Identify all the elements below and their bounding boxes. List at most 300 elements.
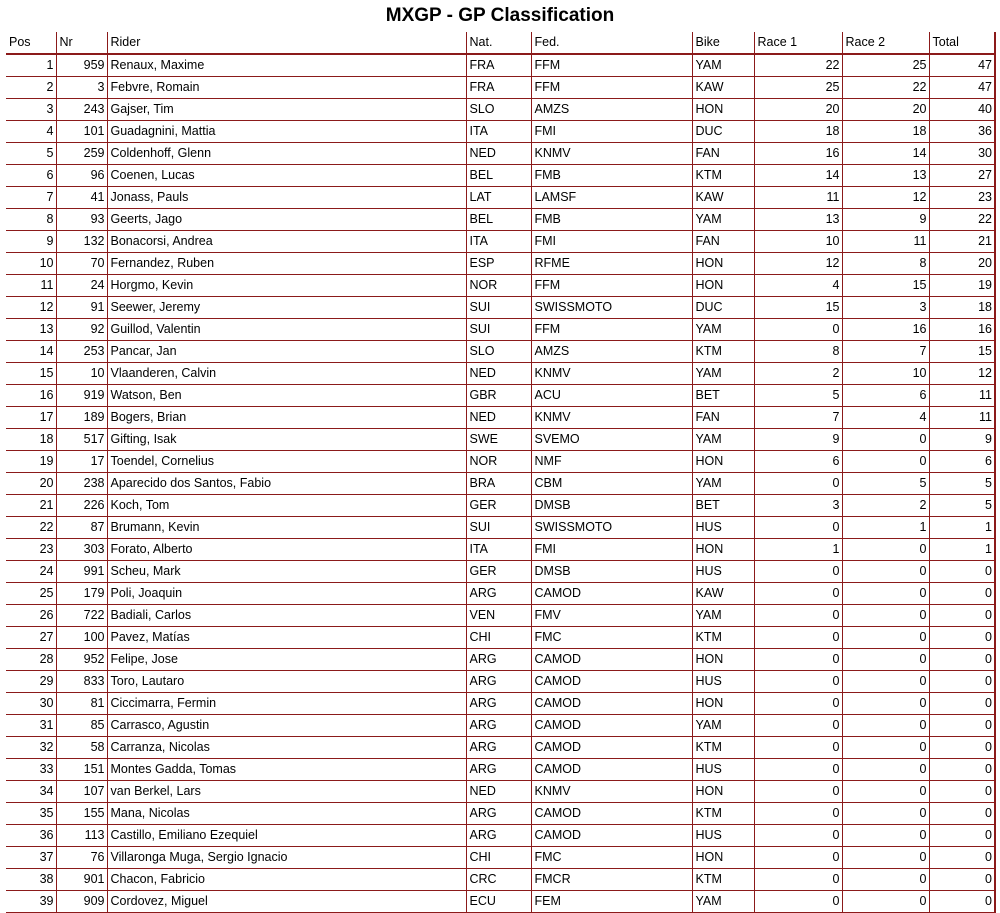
page-title: MXGP - GP Classification	[385, 5, 615, 26]
header-race-2: Race 2	[842, 32, 929, 54]
race-1-cell: 0	[754, 473, 842, 495]
pos-cell: 11	[6, 275, 56, 297]
race-2-cell: 3	[842, 297, 929, 319]
pos-cell: 14	[6, 341, 56, 363]
nat-cell: ARG	[466, 737, 531, 759]
bike-cell: DUC	[692, 121, 754, 143]
rider-cell: Badiali, Carlos	[107, 605, 466, 627]
bike-cell: KTM	[692, 737, 754, 759]
race-2-cell: 0	[842, 781, 929, 803]
pos-cell: 38	[6, 869, 56, 891]
race-1-cell: 14	[754, 165, 842, 187]
pos-cell: 15	[6, 363, 56, 385]
total-cell: 0	[929, 605, 995, 627]
nr-cell: 959	[56, 54, 107, 77]
fed-cell: RFME	[531, 253, 692, 275]
bike-cell: FAN	[692, 407, 754, 429]
race-1-cell: 0	[754, 869, 842, 891]
fed-cell: FMB	[531, 209, 692, 231]
nr-cell: 24	[56, 275, 107, 297]
table-row	[6, 121, 995, 143]
fed-cell: SVEMO	[531, 429, 692, 451]
fed-cell: CAMOD	[531, 803, 692, 825]
table-row	[6, 495, 995, 517]
fed-cell: CAMOD	[531, 671, 692, 693]
rider-cell: Mana, Nicolas	[107, 803, 466, 825]
bike-cell: HON	[692, 253, 754, 275]
race-2-cell: 0	[842, 627, 929, 649]
nr-cell: 722	[56, 605, 107, 627]
nat-cell: ITA	[466, 121, 531, 143]
race-1-cell: 0	[754, 737, 842, 759]
nr-cell: 243	[56, 99, 107, 121]
race-2-cell: 2	[842, 495, 929, 517]
race-1-cell: 0	[754, 583, 842, 605]
rider-cell: Aparecido dos Santos, Fabio	[107, 473, 466, 495]
bike-cell: YAM	[692, 209, 754, 231]
bike-cell: DUC	[692, 297, 754, 319]
pos-cell: 28	[6, 649, 56, 671]
nat-cell: SUI	[466, 517, 531, 539]
nat-cell: ARG	[466, 693, 531, 715]
race-2-cell: 0	[842, 451, 929, 473]
total-cell: 40	[929, 99, 995, 121]
nat-cell: CRC	[466, 869, 531, 891]
bike-cell: KTM	[692, 869, 754, 891]
table-row	[6, 231, 995, 253]
total-cell: 9	[929, 429, 995, 451]
rider-cell: Seewer, Jeremy	[107, 297, 466, 319]
total-cell: 0	[929, 561, 995, 583]
table-row	[6, 209, 995, 231]
bike-cell: FAN	[692, 143, 754, 165]
race-2-cell: 0	[842, 825, 929, 847]
nr-cell: 132	[56, 231, 107, 253]
bike-cell: HON	[692, 451, 754, 473]
total-cell: 47	[929, 54, 995, 77]
race-2-cell: 1	[842, 517, 929, 539]
classification-table	[6, 32, 996, 913]
total-cell: 12	[929, 363, 995, 385]
rider-cell: Febvre, Romain	[107, 77, 466, 99]
fed-cell: FMC	[531, 847, 692, 869]
bike-cell: KAW	[692, 187, 754, 209]
bike-cell: HUS	[692, 759, 754, 781]
table-row	[6, 693, 995, 715]
nr-cell: 179	[56, 583, 107, 605]
fed-cell: CAMOD	[531, 715, 692, 737]
race-1-cell: 0	[754, 517, 842, 539]
total-cell: 19	[929, 275, 995, 297]
rider-cell: Cordovez, Miguel	[107, 891, 466, 913]
table-row	[6, 429, 995, 451]
race-1-cell: 0	[754, 847, 842, 869]
race-1-cell: 0	[754, 561, 842, 583]
pos-cell: 19	[6, 451, 56, 473]
total-cell: 0	[929, 891, 995, 913]
header-nr: Nr	[56, 32, 107, 54]
table-row	[6, 54, 995, 77]
bike-cell: BET	[692, 385, 754, 407]
rider-cell: Villaronga Muga, Sergio Ignacio	[107, 847, 466, 869]
pos-cell: 9	[6, 231, 56, 253]
race-2-cell: 11	[842, 231, 929, 253]
pos-cell: 25	[6, 583, 56, 605]
race-1-cell: 0	[754, 671, 842, 693]
rider-cell: Gajser, Tim	[107, 99, 466, 121]
fed-cell: FEM	[531, 891, 692, 913]
race-1-cell: 3	[754, 495, 842, 517]
pos-cell: 24	[6, 561, 56, 583]
table-row	[6, 143, 995, 165]
table-row	[6, 891, 995, 913]
total-cell: 36	[929, 121, 995, 143]
nat-cell: FRA	[466, 77, 531, 99]
nat-cell: GER	[466, 495, 531, 517]
fed-cell: CBM	[531, 473, 692, 495]
nat-cell: BEL	[466, 209, 531, 231]
total-cell: 0	[929, 583, 995, 605]
header-nat: Nat.	[466, 32, 531, 54]
nat-cell: LAT	[466, 187, 531, 209]
race-1-cell: 4	[754, 275, 842, 297]
table-row	[6, 649, 995, 671]
header-race-1: Race 1	[754, 32, 842, 54]
bike-cell: HUS	[692, 561, 754, 583]
bike-cell: YAM	[692, 891, 754, 913]
bike-cell: KTM	[692, 341, 754, 363]
table-row	[6, 605, 995, 627]
fed-cell: AMZS	[531, 341, 692, 363]
pos-cell: 30	[6, 693, 56, 715]
pos-cell: 31	[6, 715, 56, 737]
total-cell: 11	[929, 385, 995, 407]
header-rider: Rider	[107, 32, 466, 54]
table-row	[6, 715, 995, 737]
race-1-cell: 2	[754, 363, 842, 385]
pos-cell: 18	[6, 429, 56, 451]
nr-cell: 919	[56, 385, 107, 407]
nat-cell: CHI	[466, 627, 531, 649]
fed-cell: FMC	[531, 627, 692, 649]
race-2-cell: 0	[842, 737, 929, 759]
rider-cell: Watson, Ben	[107, 385, 466, 407]
rider-cell: Montes Gadda, Tomas	[107, 759, 466, 781]
table-row	[6, 77, 995, 99]
table-row	[6, 341, 995, 363]
fed-cell: CAMOD	[531, 759, 692, 781]
fed-cell: NMF	[531, 451, 692, 473]
fed-cell: CAMOD	[531, 693, 692, 715]
rider-cell: Brumann, Kevin	[107, 517, 466, 539]
race-2-cell: 22	[842, 77, 929, 99]
pos-cell: 3	[6, 99, 56, 121]
rider-cell: Geerts, Jago	[107, 209, 466, 231]
nat-cell: ITA	[466, 539, 531, 561]
total-cell: 0	[929, 781, 995, 803]
bike-cell: YAM	[692, 473, 754, 495]
pos-cell: 5	[6, 143, 56, 165]
nr-cell: 517	[56, 429, 107, 451]
nat-cell: ARG	[466, 825, 531, 847]
race-1-cell: 16	[754, 143, 842, 165]
table-row	[6, 517, 995, 539]
pos-cell: 16	[6, 385, 56, 407]
table-row	[6, 759, 995, 781]
race-2-cell: 0	[842, 605, 929, 627]
nr-cell: 226	[56, 495, 107, 517]
bike-cell: YAM	[692, 54, 754, 77]
race-1-cell: 22	[754, 54, 842, 77]
rider-cell: Chacon, Fabricio	[107, 869, 466, 891]
rider-cell: Bonacorsi, Andrea	[107, 231, 466, 253]
table-row	[6, 99, 995, 121]
pos-cell: 17	[6, 407, 56, 429]
race-2-cell: 16	[842, 319, 929, 341]
table-row	[6, 781, 995, 803]
nr-cell: 87	[56, 517, 107, 539]
pos-cell: 33	[6, 759, 56, 781]
bike-cell: KAW	[692, 583, 754, 605]
total-cell: 27	[929, 165, 995, 187]
nr-cell: 92	[56, 319, 107, 341]
total-cell: 1	[929, 539, 995, 561]
race-2-cell: 5	[842, 473, 929, 495]
total-cell: 0	[929, 869, 995, 891]
fed-cell: KNMV	[531, 143, 692, 165]
race-1-cell: 0	[754, 627, 842, 649]
nat-cell: NED	[466, 143, 531, 165]
race-2-cell: 0	[842, 429, 929, 451]
fed-cell: DMSB	[531, 561, 692, 583]
fed-cell: KNMV	[531, 781, 692, 803]
nat-cell: BEL	[466, 165, 531, 187]
total-cell: 5	[929, 473, 995, 495]
table-row	[6, 473, 995, 495]
nr-cell: 909	[56, 891, 107, 913]
nat-cell: NED	[466, 363, 531, 385]
race-2-cell: 14	[842, 143, 929, 165]
bike-cell: YAM	[692, 319, 754, 341]
fed-cell: LAMSF	[531, 187, 692, 209]
nr-cell: 3	[56, 77, 107, 99]
nat-cell: SUI	[466, 297, 531, 319]
bike-cell: KTM	[692, 803, 754, 825]
pos-cell: 21	[6, 495, 56, 517]
race-2-cell: 10	[842, 363, 929, 385]
nat-cell: ARG	[466, 803, 531, 825]
bike-cell: FAN	[692, 231, 754, 253]
bike-cell: HUS	[692, 825, 754, 847]
fed-cell: FFM	[531, 319, 692, 341]
total-cell: 16	[929, 319, 995, 341]
fed-cell: SWISSMOTO	[531, 297, 692, 319]
pos-cell: 32	[6, 737, 56, 759]
nr-cell: 991	[56, 561, 107, 583]
rider-cell: Scheu, Mark	[107, 561, 466, 583]
nr-cell: 189	[56, 407, 107, 429]
rider-cell: van Berkel, Lars	[107, 781, 466, 803]
total-cell: 22	[929, 209, 995, 231]
pos-cell: 2	[6, 77, 56, 99]
rider-cell: Poli, Joaquin	[107, 583, 466, 605]
race-2-cell: 0	[842, 539, 929, 561]
fed-cell: FMI	[531, 121, 692, 143]
race-1-cell: 0	[754, 759, 842, 781]
pos-cell: 37	[6, 847, 56, 869]
bike-cell: HUS	[692, 671, 754, 693]
fed-cell: SWISSMOTO	[531, 517, 692, 539]
rider-cell: Toendel, Cornelius	[107, 451, 466, 473]
total-cell: 11	[929, 407, 995, 429]
rider-cell: Castillo, Emiliano Ezequiel	[107, 825, 466, 847]
total-cell: 15	[929, 341, 995, 363]
pos-cell: 34	[6, 781, 56, 803]
pos-cell: 39	[6, 891, 56, 913]
nat-cell: ITA	[466, 231, 531, 253]
bike-cell: HON	[692, 781, 754, 803]
rider-cell: Horgmo, Kevin	[107, 275, 466, 297]
table-row	[6, 319, 995, 341]
fed-cell: FMI	[531, 231, 692, 253]
nr-cell: 91	[56, 297, 107, 319]
race-2-cell: 0	[842, 671, 929, 693]
race-1-cell: 20	[754, 99, 842, 121]
nat-cell: GER	[466, 561, 531, 583]
table-row	[6, 869, 995, 891]
total-cell: 47	[929, 77, 995, 99]
race-2-cell: 0	[842, 759, 929, 781]
table-row	[6, 671, 995, 693]
total-cell: 21	[929, 231, 995, 253]
rider-cell: Fernandez, Ruben	[107, 253, 466, 275]
total-cell: 30	[929, 143, 995, 165]
race-2-cell: 7	[842, 341, 929, 363]
nat-cell: BRA	[466, 473, 531, 495]
race-1-cell: 12	[754, 253, 842, 275]
table-row	[6, 451, 995, 473]
nat-cell: NOR	[466, 451, 531, 473]
nat-cell: GBR	[466, 385, 531, 407]
race-1-cell: 13	[754, 209, 842, 231]
nr-cell: 85	[56, 715, 107, 737]
bike-cell: BET	[692, 495, 754, 517]
nat-cell: VEN	[466, 605, 531, 627]
race-1-cell: 11	[754, 187, 842, 209]
pos-cell: 6	[6, 165, 56, 187]
rider-cell: Coldenhoff, Glenn	[107, 143, 466, 165]
rider-cell: Guadagnini, Mattia	[107, 121, 466, 143]
nr-cell: 253	[56, 341, 107, 363]
bike-cell: HON	[692, 99, 754, 121]
table-row	[6, 803, 995, 825]
rider-cell: Koch, Tom	[107, 495, 466, 517]
fed-cell: FFM	[531, 275, 692, 297]
table-header-row	[6, 32, 995, 54]
bike-cell: HON	[692, 539, 754, 561]
total-cell: 5	[929, 495, 995, 517]
table-row	[6, 385, 995, 407]
race-1-cell: 0	[754, 319, 842, 341]
rider-cell: Carranza, Nicolas	[107, 737, 466, 759]
fed-cell: FFM	[531, 77, 692, 99]
nr-cell: 10	[56, 363, 107, 385]
pos-cell: 13	[6, 319, 56, 341]
total-cell: 0	[929, 627, 995, 649]
race-2-cell: 0	[842, 891, 929, 913]
race-1-cell: 0	[754, 649, 842, 671]
bike-cell: HON	[692, 847, 754, 869]
pos-cell: 4	[6, 121, 56, 143]
nr-cell: 17	[56, 451, 107, 473]
nat-cell: ARG	[466, 583, 531, 605]
fed-cell: ACU	[531, 385, 692, 407]
total-cell: 0	[929, 649, 995, 671]
nr-cell: 113	[56, 825, 107, 847]
pos-cell: 23	[6, 539, 56, 561]
nat-cell: ECU	[466, 891, 531, 913]
race-1-cell: 0	[754, 605, 842, 627]
bike-cell: KTM	[692, 165, 754, 187]
nr-cell: 952	[56, 649, 107, 671]
total-cell: 0	[929, 737, 995, 759]
rider-cell: Jonass, Pauls	[107, 187, 466, 209]
rider-cell: Bogers, Brian	[107, 407, 466, 429]
rider-cell: Forato, Alberto	[107, 539, 466, 561]
rider-cell: Pancar, Jan	[107, 341, 466, 363]
race-2-cell: 13	[842, 165, 929, 187]
rider-cell: Coenen, Lucas	[107, 165, 466, 187]
race-1-cell: 0	[754, 693, 842, 715]
pos-cell: 22	[6, 517, 56, 539]
nat-cell: FRA	[466, 54, 531, 77]
fed-cell: FMI	[531, 539, 692, 561]
fed-cell: DMSB	[531, 495, 692, 517]
race-1-cell: 25	[754, 77, 842, 99]
rider-cell: Pavez, Matías	[107, 627, 466, 649]
bike-cell: HON	[692, 275, 754, 297]
table-row	[6, 847, 995, 869]
fed-cell: FMB	[531, 165, 692, 187]
rider-cell: Felipe, Jose	[107, 649, 466, 671]
nr-cell: 70	[56, 253, 107, 275]
nr-cell: 155	[56, 803, 107, 825]
total-cell: 1	[929, 517, 995, 539]
nat-cell: ARG	[466, 671, 531, 693]
pos-cell: 20	[6, 473, 56, 495]
nr-cell: 81	[56, 693, 107, 715]
table-row	[6, 187, 995, 209]
race-2-cell: 25	[842, 54, 929, 77]
fed-cell: FMCR	[531, 869, 692, 891]
bike-cell: HON	[692, 693, 754, 715]
race-1-cell: 9	[754, 429, 842, 451]
nr-cell: 41	[56, 187, 107, 209]
race-1-cell: 8	[754, 341, 842, 363]
header-total: Total	[929, 32, 995, 54]
race-1-cell: 18	[754, 121, 842, 143]
race-2-cell: 0	[842, 561, 929, 583]
nat-cell: SLO	[466, 341, 531, 363]
pos-cell: 8	[6, 209, 56, 231]
total-cell: 0	[929, 693, 995, 715]
pos-cell: 7	[6, 187, 56, 209]
bike-cell: YAM	[692, 605, 754, 627]
rider-cell: Toro, Lautaro	[107, 671, 466, 693]
fed-cell: AMZS	[531, 99, 692, 121]
race-2-cell: 0	[842, 693, 929, 715]
rider-cell: Vlaanderen, Calvin	[107, 363, 466, 385]
